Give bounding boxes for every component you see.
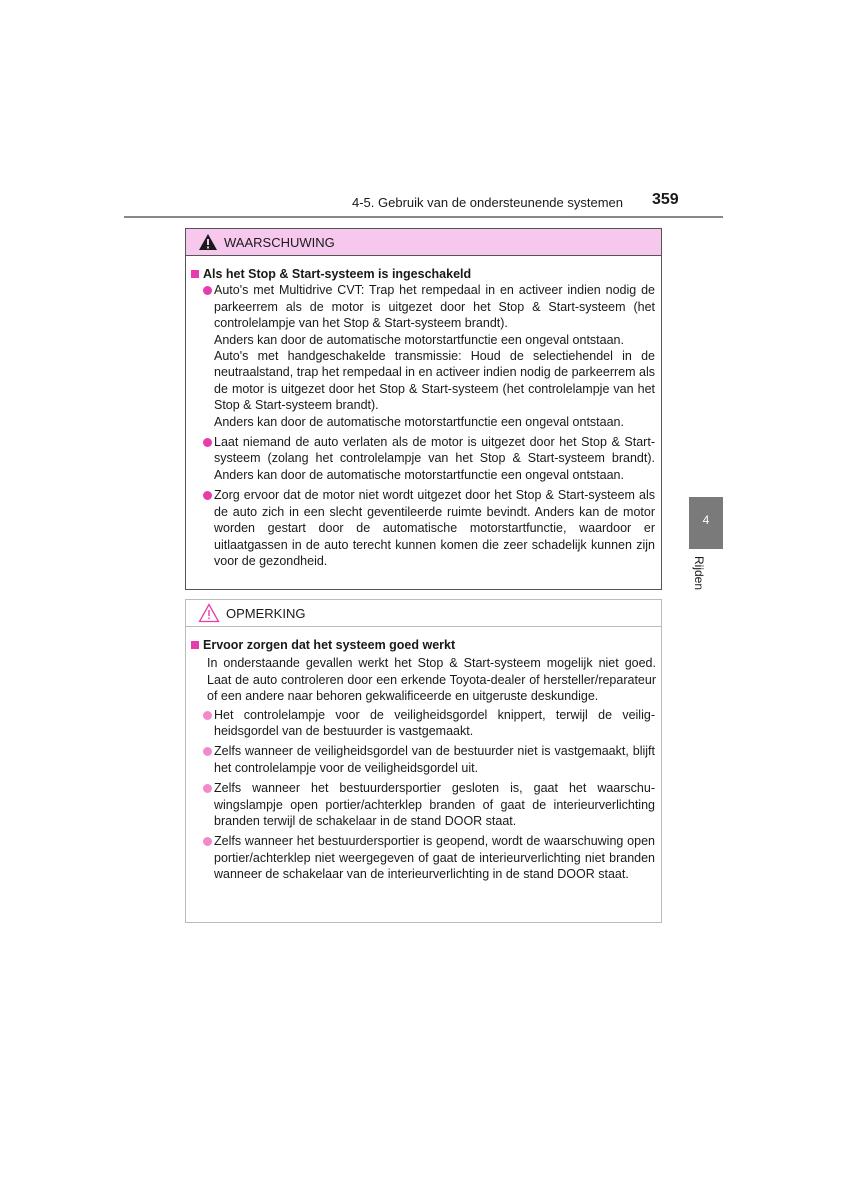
chapter-tab-label: Rijden [692,556,706,591]
warning-item [191,434,656,483]
notice-item [191,743,656,776]
notice-item-text: Zelfs wanneer het bestuurdersportier gesloten is, gaat het waarschuwingslampje open portier/achterklep branden of gaat de interieurverlichting branden terwijl de schakelaar in de stand DOOR staat. [214,781,655,829]
notice-header [186,600,661,627]
bullet-icon [203,438,212,447]
warning-item-paragraph: Anders kan door de automatische motorstartfunctie een ongeval ontstaan. [214,414,624,429]
notice-item-text: Het controlelampje voor de veiligheidsgordel knippert, terwijl de veiligheidsgordel van de bestuurder is vastgemaakt. [214,707,655,739]
warning-item [191,487,656,569]
warning-section-title-text: Als het Stop & Start-systeem is ingeschakeld [203,267,472,281]
warning-list [191,282,656,569]
bullet-icon [203,747,212,756]
chapter-tab-number: 4 [702,513,710,527]
header-divider [124,216,723,218]
section-marker-icon [191,641,199,649]
bullet-icon [203,711,212,720]
chapter-tab [689,497,723,549]
warning-item [191,282,656,430]
warning-body [186,256,661,569]
notice-intro: In onderstaande gevallen werkt het Stop & Start-systeem mogelijk niet goed. Laat de auto controleren door een erkende Toyota-dealer of hersteller/reparateur of een andere naar behoren gekwalificeerde en uitgeruste deskundige. [207,656,656,704]
warning-triangle-icon [198,233,218,251]
warning-box [185,228,662,590]
warning-item-paragraph: Auto's met Multidrive CVT: Trap het rempedaal in en activeer indien nodig de parkeerrem als de motor is uitgezet door het Stop & Start-systeem (het controlelampje van het Stop & Start-systeem brandt). [214,283,655,331]
page-number: 359 [652,191,679,208]
bullet-icon [203,491,212,500]
notice-title: OPMERKING [226,605,306,621]
bullet-icon [203,837,212,846]
warning-item-paragraph: Anders kan door de automatische motorstartfunctie een ongeval ontstaan. [214,332,624,347]
page-header-section: 4-5. Gebruik van de ondersteunende systemen [352,195,624,210]
notice-item [191,780,656,829]
caution-triangle-icon [198,603,220,623]
notice-section-title-text: Ervoor zorgen dat het systeem goed werkt [203,638,456,652]
warning-item-paragraph: Auto's met handgeschakelde transmissie: Houd de selectiehendel in de neutraalstand, trap het rempedaal in en activeer indien nodig de parkeerrem als de motor is uitgezet door het Stop & Start-systeem (het controlelampje van het Stop & Start-systeem brandt). [214,349,655,413]
notice-item-text: Zelfs wanneer het bestuurdersportier is geopend, wordt de waarschuwing open portier/achterklep niet weergegeven of gaat de interieurverlichting niet branden wanneer de schakelaar van de interieurverlichting in de stand DOOR staat. [214,834,655,882]
section-marker-icon [191,270,199,278]
warning-title: WAARSCHUWING [224,234,335,250]
bullet-icon [203,784,212,793]
notice-item [191,707,656,740]
notice-body [186,627,661,883]
warning-header [186,229,661,256]
warning-item-paragraph: Zorg ervoor dat de motor niet wordt uitgezet door het Stop & Start-systeem als de auto zich in een slecht geventileerde ruimte bevindt. Anders kan de motor worden gestart door de automatische motorstartfunctie, waardoor er uitlaatgassen in de auto terecht kunnen komen die zeer schadelijk kunnen zijn voor de gezondheid. [214,488,655,568]
notice-item [191,833,656,882]
notice-list [191,707,656,883]
notice-section-title [191,637,656,653]
notice-box [185,599,662,923]
warning-item-paragraph: Laat niemand de auto verlaten als de motor is uitgezet door het Stop & Start-systeem (zolang het controlelampje van het Stop & Start-systeem brandt). Anders kan door de automatische motorstartfunctie een ongeval ontstaan. [214,435,655,482]
bullet-icon [203,286,212,295]
warning-section-title [191,266,656,282]
notice-item-text: Zelfs wanneer de veiligheidsgordel van de bestuurder niet is vastgemaakt, blijft het controlelampje voor de veiligheidsgordel uit. [214,744,655,775]
